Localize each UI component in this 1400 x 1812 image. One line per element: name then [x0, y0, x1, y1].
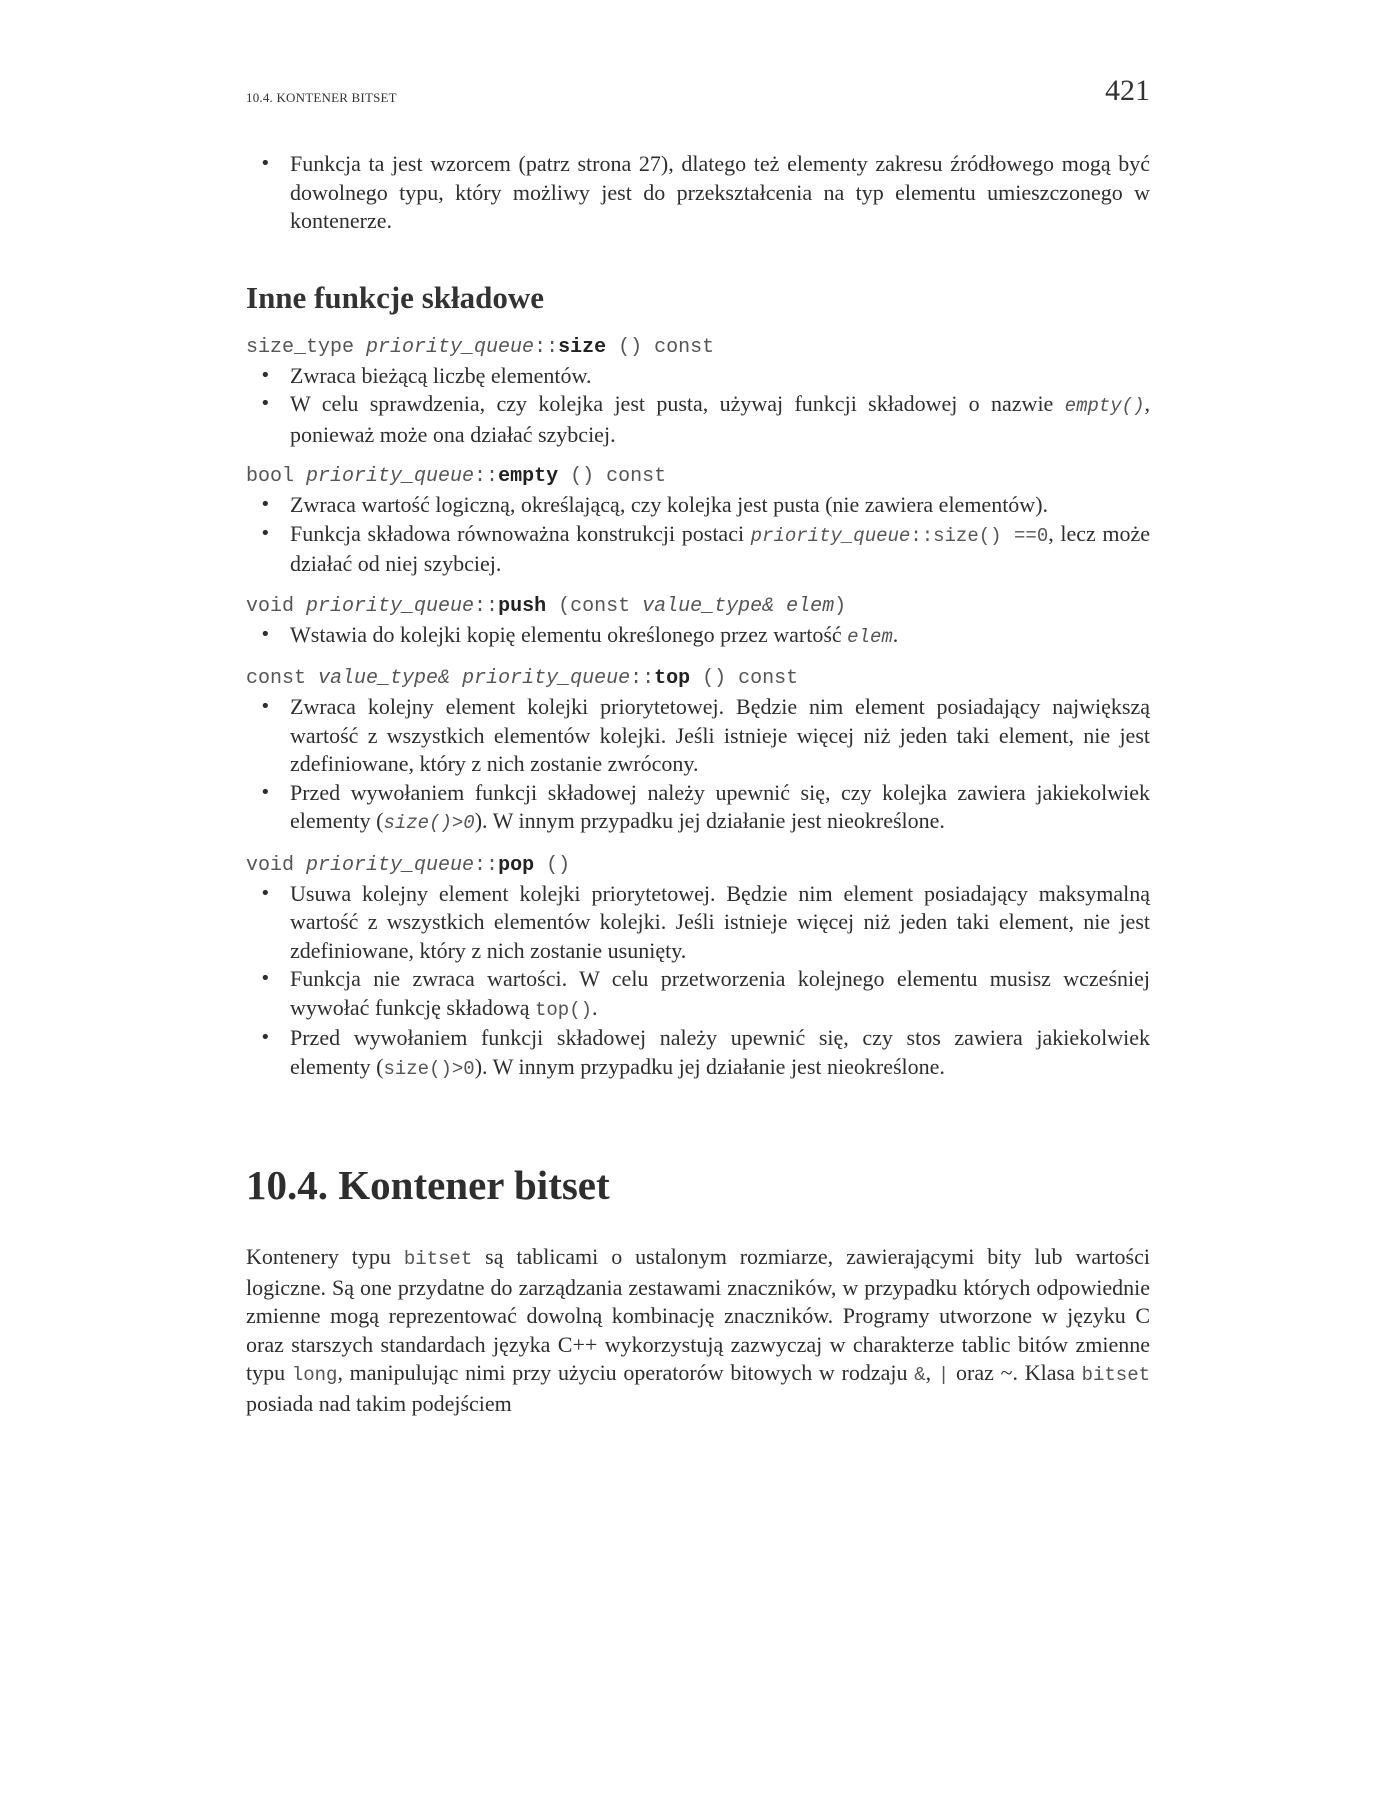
size-description-list: [246, 362, 1150, 450]
paragraph-text: posiada nad takim podejściem: [246, 1390, 512, 1416]
bullet-text: Przed wywołaniem funkcji składowej należy upewnić się, czy stos zawiera jakiekolwiek elementy (: [290, 1025, 1150, 1079]
list-item: • Zwraca bieżącą liczbę elementów.: [246, 362, 1150, 391]
inline-code: ::size() ==0: [910, 524, 1049, 547]
bullet-text: Wstawia do kolejki kopię elementu określonego przez wartość: [290, 621, 848, 647]
list-item: [246, 779, 1150, 838]
list-item: [246, 1024, 1150, 1083]
parameter-type: value_type&: [642, 594, 775, 618]
function-name: top: [654, 667, 691, 690]
empty-description-list: [246, 491, 1150, 579]
paragraph-text: , manipulując nimi przy użyciu operatorów bitowych w rodzaju: [337, 1360, 915, 1385]
page-content: [246, 150, 1150, 1418]
inline-code: elem: [847, 625, 893, 648]
inline-code: size()>0: [383, 812, 475, 834]
class-name: priority_queue: [366, 335, 535, 359]
list-item: • Zwraca kolejny element kolejki priorytetowej. Będzie nim element posiadający największą wartość z wszystkich elementów kolejki. Jeśli istnieje więcej niż jeden taki element, nie jest zdefiniowane, który z nich zostanie zwrócony.: [246, 693, 1150, 779]
inline-code: priority_queue: [750, 524, 911, 547]
scope-operator: ::: [474, 853, 499, 877]
function-name: size: [558, 335, 607, 359]
class-name: priority_queue: [306, 853, 475, 877]
section-paragraph: [246, 1243, 1150, 1418]
parameter-list-close: ): [834, 594, 847, 618]
list-item: [246, 965, 1150, 1024]
bullet-text: Funkcja składowa równoważna konstrukcji postaci: [290, 520, 751, 546]
paragraph-text: są tablicami o ustalonym rozmiarze, zawierającymi bity lub wartości logiczne. Są one przydatne do zarządzania zestawami znaczników, w przypadku których odpowiednie zmienne mogą reprezentować dowolną kombinację znaczników. Programy utworzone w języku C oraz starszych standardach języka C++ wykorzystują zazwyczaj w charakterze tablic bitów zmienne typu: [246, 1244, 1150, 1385]
inline-code: &: [914, 1364, 926, 1386]
bullet-text: Funkcja nie zwraca wartości. W celu przetworzenia kolejnego elementu musisz wcześniej wywołać funkcję składową: [290, 966, 1150, 1020]
bullet-text: Przed wywołaniem funkcji składowej należy upewnić się, czy kolejka zawiera jakiekolwiek elementy (: [290, 779, 1150, 833]
function-name: push: [498, 594, 547, 618]
parameter-list: () const: [690, 667, 799, 690]
pop-description-list: [246, 880, 1150, 1084]
parameter-name: elem: [774, 594, 835, 618]
return-type: void: [246, 594, 307, 618]
return-type: size_type: [246, 335, 367, 359]
page-number: 421: [1105, 74, 1150, 107]
running-header: [246, 74, 1150, 108]
return-type-name: value_type&: [318, 667, 451, 690]
spacer: [450, 667, 462, 690]
parameter-list: () const: [606, 335, 715, 359]
inline-code: ~: [1000, 1360, 1013, 1385]
inline-code: bitset: [1081, 1364, 1151, 1386]
class-name: priority_queue: [462, 667, 631, 690]
list-item: • Funkcja ta jest wzorcem (patrz strona 27), dlatego też elementy zakresu źródłowego mogą być dowolnego typu, który możliwy jest do przekształcenia na typ elementu umieszczonego w kontenerze.: [246, 150, 1150, 236]
bullet-text: ). W innym przypadku jej działanie jest nieokreślone.: [474, 808, 945, 833]
function-signature-pop: [246, 852, 1150, 880]
running-title: 10.4. KONTENER BITSET: [246, 90, 397, 105]
parameter-list: () const: [558, 465, 667, 488]
class-name: priority_queue: [306, 594, 475, 618]
inline-code: |: [937, 1364, 950, 1386]
inline-code: top(): [534, 998, 592, 1021]
scope-operator: ::: [474, 465, 499, 488]
return-type: void: [246, 853, 307, 877]
function-signature-push: [246, 593, 1150, 621]
bullet-text: , lecz może działać od niej szybciej.: [290, 520, 1150, 576]
bullet-text: W celu sprawdzenia, czy kolejka jest pusta, używaj funkcji składowej o nazwie: [290, 391, 1065, 416]
top-description-list: [246, 693, 1150, 838]
bullet-text: .: [892, 621, 899, 647]
parameter-list: (): [534, 853, 571, 877]
return-type: const: [246, 667, 319, 690]
paragraph-text: oraz: [949, 1360, 1001, 1385]
push-description-list: [246, 621, 1150, 652]
parameter-list-open: (const: [546, 594, 643, 618]
subheading-other-member-functions: Inne funkcje składowe: [246, 279, 544, 315]
list-item: [246, 390, 1150, 449]
bullet-text: ). W innym przypadku jej działanie jest nieokreślone.: [474, 1053, 945, 1079]
function-signature-empty: [246, 463, 1150, 491]
bullet-text: .: [592, 994, 598, 1020]
inline-code: bitset: [403, 1248, 473, 1270]
scope-operator: ::: [534, 335, 559, 359]
paragraph-text: . Klasa: [1012, 1360, 1082, 1385]
paragraph-text: Kontenery typu: [246, 1244, 404, 1269]
paragraph-text: ,: [925, 1360, 938, 1385]
inline-code: long: [291, 1364, 338, 1386]
intro-bullet-list: [246, 150, 1150, 236]
inline-code: size()>0: [383, 1057, 475, 1080]
inline-code: empty(): [1064, 395, 1145, 417]
bullet-text: , ponieważ może ona działać szybciej.: [290, 391, 1150, 447]
list-item: [246, 621, 1150, 652]
class-name: priority_queue: [306, 465, 475, 488]
return-type: bool: [246, 465, 307, 488]
function-signature-top: [246, 665, 1150, 693]
list-item: • Usuwa kolejny element kolejki priorytetowej. Będzie nim element posiadający maksymalną wartość z wszystkich elementów kolejki. Jeśli istnieje więcej niż jeden taki element, nie jest zdefiniowane, który z nich zostanie usunięty.: [246, 880, 1150, 966]
scope-operator: ::: [630, 667, 655, 690]
section-heading: 10.4. Kontener bitset: [246, 1162, 610, 1208]
list-item: [246, 520, 1150, 579]
function-name: pop: [498, 853, 535, 877]
function-signature-size: [246, 334, 1150, 362]
scope-operator: ::: [474, 594, 499, 618]
function-name: empty: [498, 465, 559, 488]
list-item: • Zwraca wartość logiczną, określającą, czy kolejka jest pusta (nie zawiera elementów).: [246, 491, 1150, 520]
